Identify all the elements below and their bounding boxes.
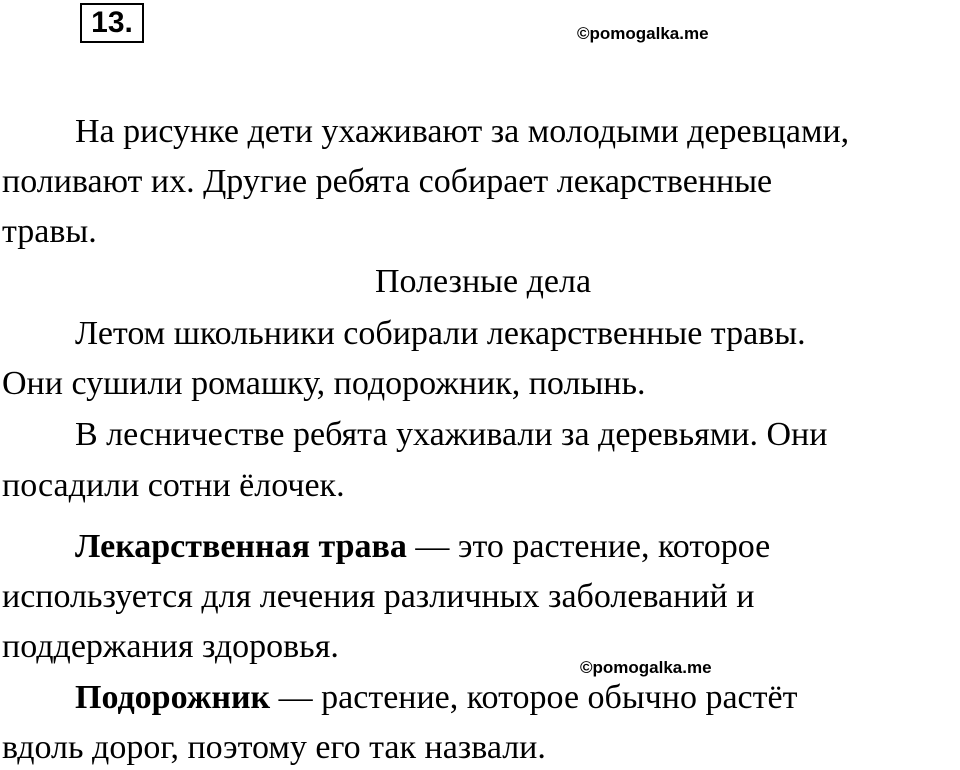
task-number: 13. [91, 6, 133, 39]
story-p2-line-1: В лесничестве ребята ухаживали за деревьями. Они [75, 416, 828, 453]
definition-1-line-2: используется для лечения различных заболеваний и [2, 578, 755, 615]
story-p2-line-2: посадили сотни ёлочек. [2, 467, 345, 504]
definition-1-text: — это растение, которое [406, 528, 771, 565]
intro-line-2: поливают их. Другие ребята собирает лекарственные [2, 163, 773, 200]
definition-term-2: Подорожник [75, 679, 271, 716]
definition-2-line-1 [75, 678, 797, 718]
definition-1-line-1 [75, 527, 770, 567]
definition-term-1: Лекарственная трава [75, 528, 407, 565]
definition-2-line-2: вдоль дорог, поэтому его так назвали. [2, 729, 546, 766]
watermark-top: ©pomogalka.me [577, 24, 709, 43]
task-number-box [80, 3, 144, 43]
story-title: Полезные дела [374, 263, 592, 300]
intro-line-1: На рисунке дети ухаживают за молодыми деревцами, [75, 113, 850, 150]
watermark-mid: ©pomogalka.me [580, 658, 712, 677]
definition-2-text: — растение, которое обычно растёт [270, 679, 798, 716]
definition-1-line-3: поддержания здоровья. [2, 628, 339, 665]
story-p1-line-1: Летом школьники собирали лекарственные травы. [75, 315, 806, 352]
intro-line-3: травы. [2, 213, 97, 250]
story-p1-line-2: Они сушили ромашку, подорожник, полынь. [2, 365, 646, 402]
